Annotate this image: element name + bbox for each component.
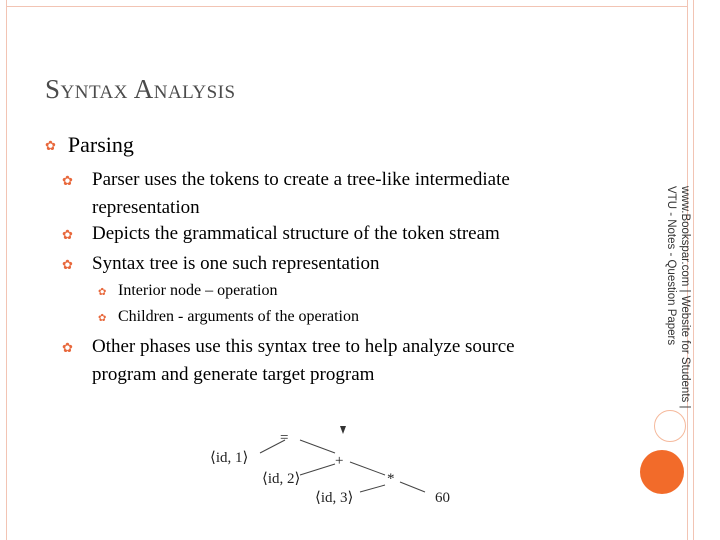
decorative-border-left	[6, 0, 7, 540]
website-watermark	[664, 186, 694, 426]
sub-item	[62, 333, 582, 389]
sub-bullet-icon: ✿	[62, 227, 73, 242]
tree-node-root: =	[280, 430, 289, 446]
tree-edge	[360, 485, 385, 492]
sub-bullet-icon: ✿	[62, 257, 73, 272]
tree-edge	[400, 482, 425, 492]
sub-item-text: Depicts the grammatical structure of the token stream	[92, 223, 500, 244]
watermark-line-1: www.Bookspar.com | Website for Students |	[679, 186, 691, 409]
sub-sub-item-text: Children - arguments of the operation	[118, 308, 359, 325]
sub-sub-item	[98, 305, 578, 331]
sub-sub-bullet-icon: ✿	[98, 287, 107, 298]
tree-edge	[350, 462, 385, 475]
watermark-line-2: VTU - Notes - Question Papers	[665, 186, 677, 346]
bullet-parsing	[45, 132, 134, 158]
sub-item-text: Syntax tree is one such representation	[92, 253, 380, 274]
syntax-tree-figure	[200, 420, 470, 520]
sub-bullet-icon: ✿	[62, 173, 73, 188]
sub-sub-item	[98, 279, 578, 305]
tree-edge	[300, 464, 335, 475]
bullet-text: Parsing	[67, 132, 134, 157]
tree-leaf-id1: ⟨id, 1⟩	[210, 450, 249, 466]
tree-leaf-id3: ⟨id, 3⟩	[315, 490, 354, 506]
tree-node-plus: +	[335, 453, 344, 469]
tree-leaf-num: 60	[435, 490, 450, 506]
sub-sub-bullet-icon: ✿	[98, 313, 107, 324]
sub-item	[62, 166, 562, 222]
fleuron-bullet-icon: ✿	[45, 138, 56, 153]
decorative-ring	[654, 410, 686, 442]
tree-leaf-id2: ⟨id, 2⟩	[262, 471, 301, 487]
sub-item-text: Parser uses the tokens to create a tree-like intermediate representation	[92, 169, 510, 218]
sub-sub-item-text: Interior node – operation	[118, 282, 278, 299]
sub-item-text: Other phases use this syntax tree to help analyze source program and generate target program	[92, 336, 515, 385]
decorative-border-top	[6, 6, 687, 7]
sub-bullet-icon: ✿	[62, 340, 73, 355]
tree-edge	[300, 440, 335, 453]
sub-item	[62, 220, 582, 249]
slide-title: Syntax Analysis	[45, 74, 236, 104]
arrow-marker-icon	[340, 426, 346, 434]
decorative-circle	[640, 450, 684, 494]
sub-item	[62, 250, 582, 279]
tree-node-times: *	[387, 471, 395, 487]
